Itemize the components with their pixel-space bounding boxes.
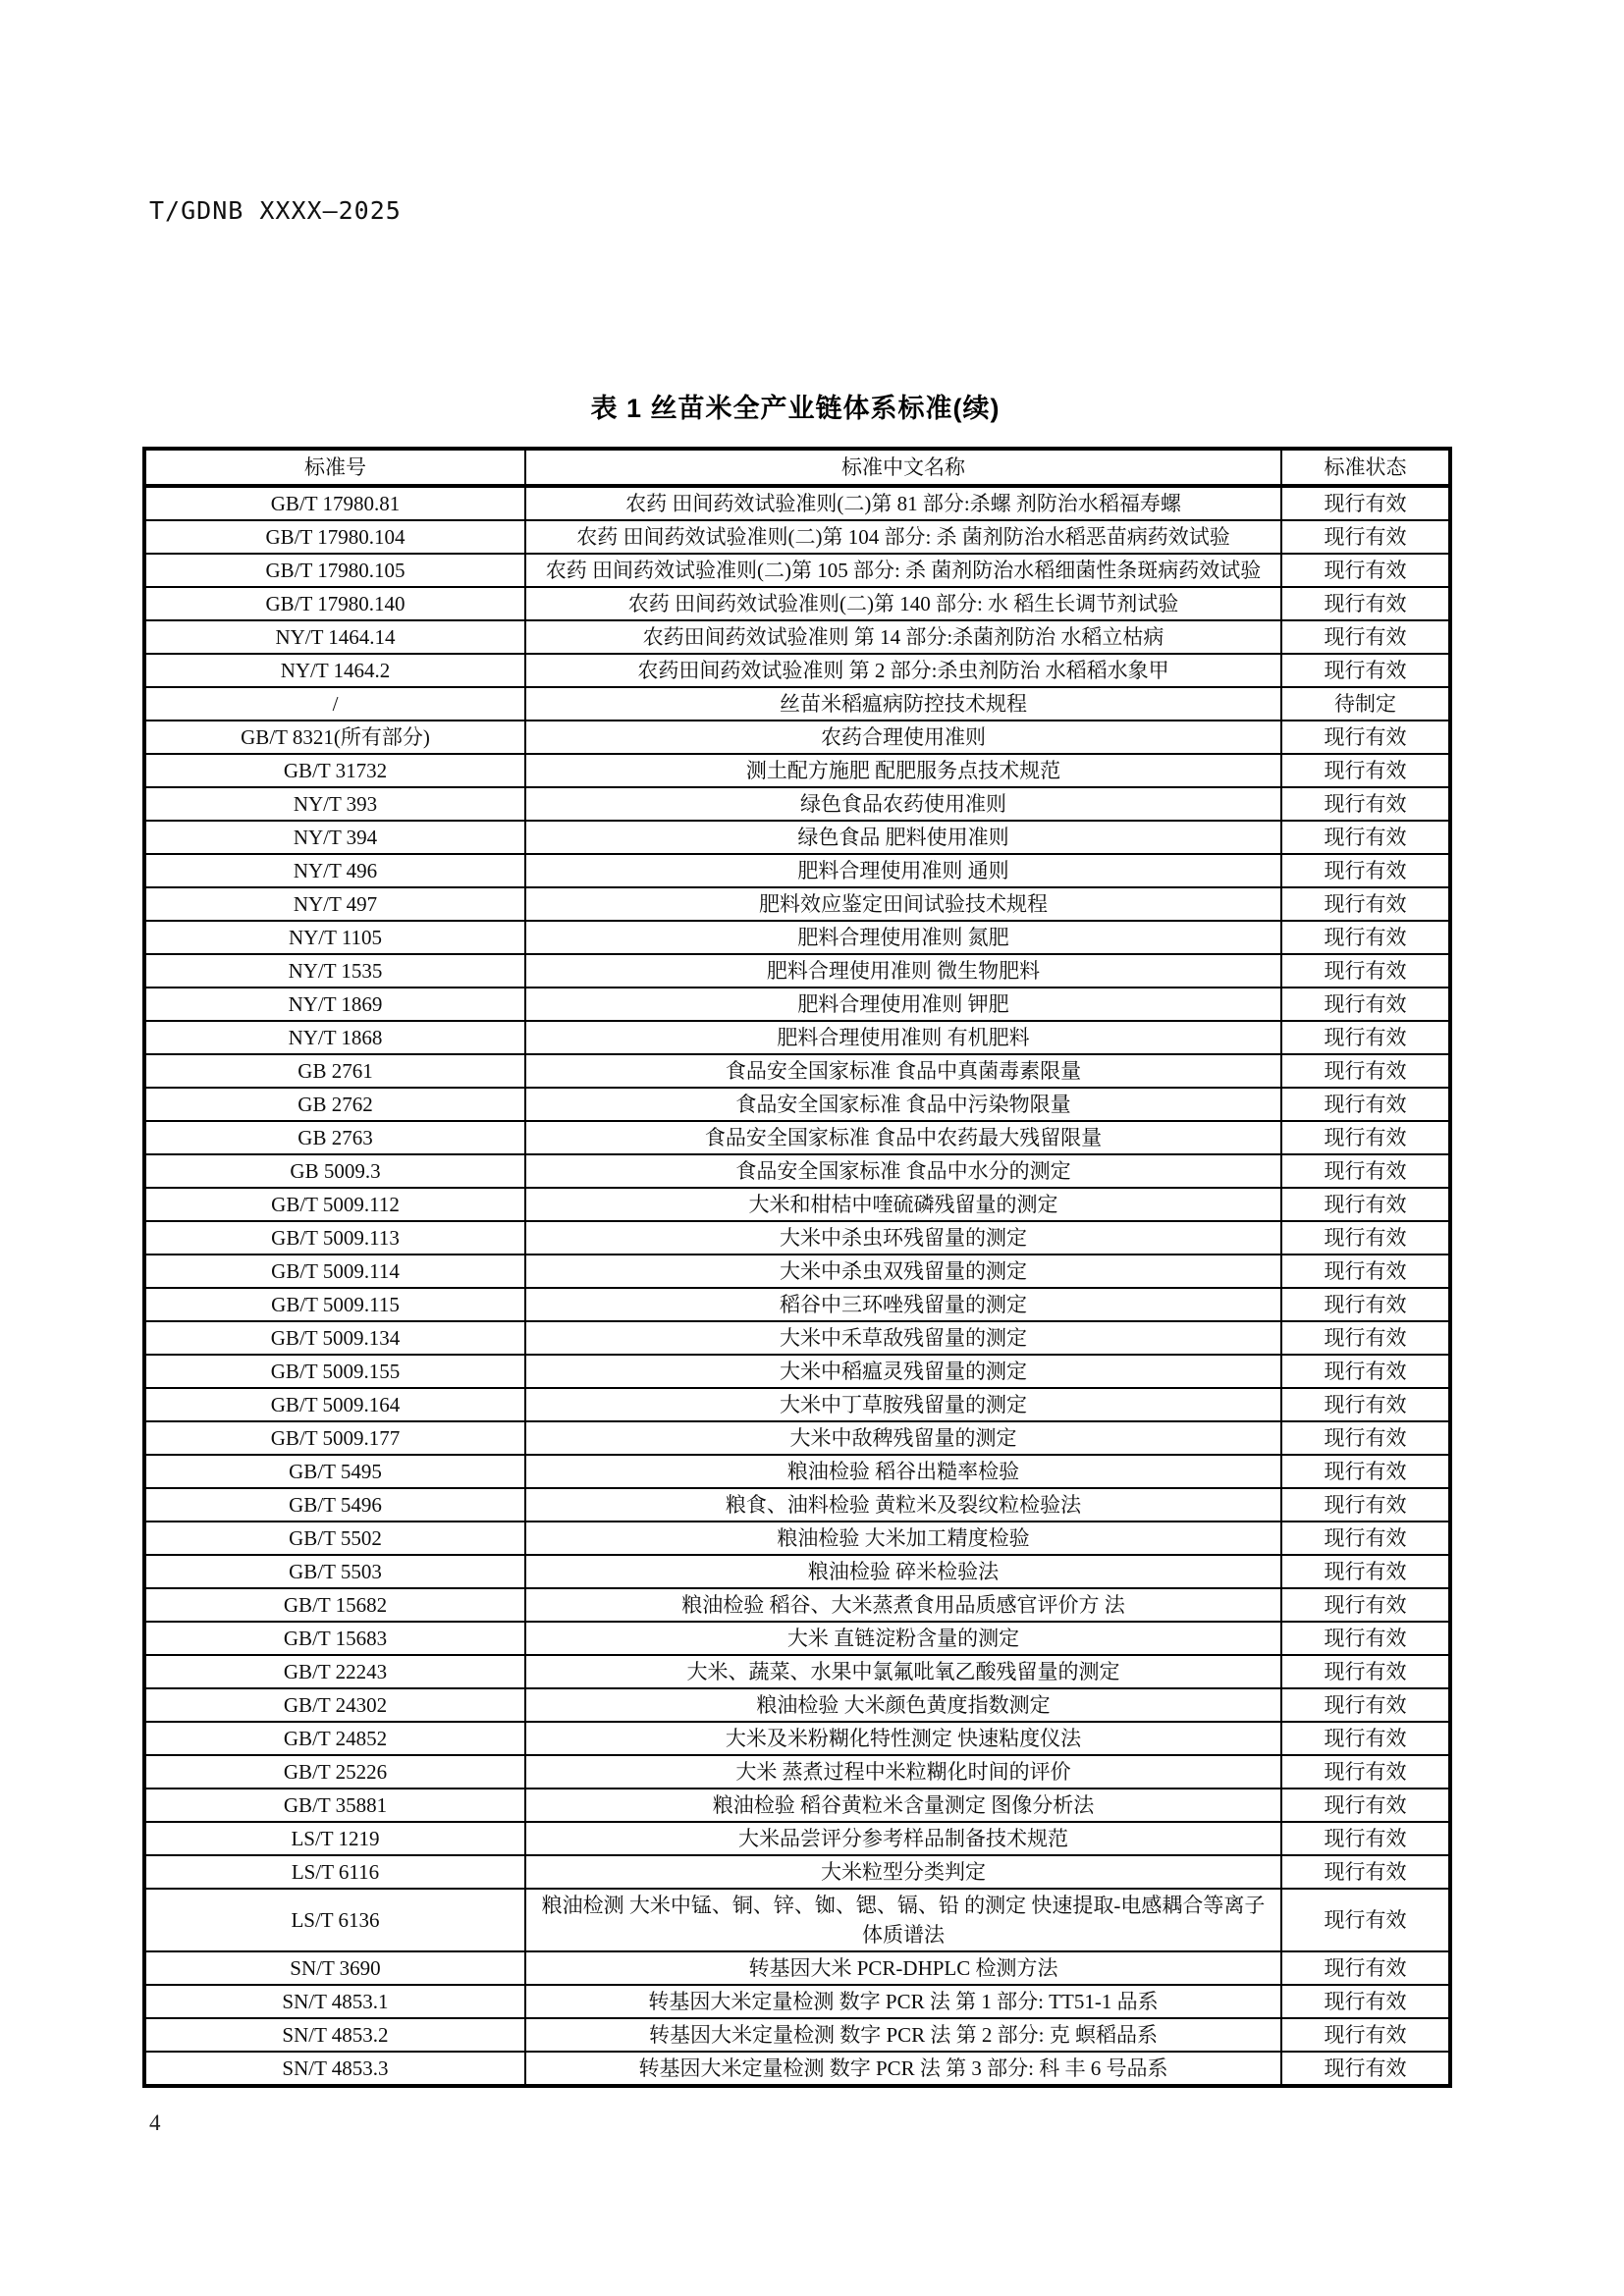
table-row [144,1421,1450,1455]
cell-standard-status: 现行有效 [1281,854,1450,887]
cell-standard-name: 农药田间药效试验准则 第 2 部分:杀虫剂防治 水稻稻水象甲 [525,654,1281,687]
table-row [144,1255,1450,1288]
cell-standard-code: GB 2761 [144,1054,525,1088]
cell-standard-code: NY/T 496 [144,854,525,887]
table-row [144,1455,1450,1488]
table-row [144,1088,1450,1121]
cell-standard-code: NY/T 394 [144,821,525,854]
cell-standard-name: 粮油检验 碎米检验法 [525,1555,1281,1588]
cell-standard-status: 现行有效 [1281,1121,1450,1154]
cell-standard-status: 现行有效 [1281,1655,1450,1688]
cell-standard-status: 现行有效 [1281,1622,1450,1655]
cell-standard-code: SN/T 4853.2 [144,2018,525,2052]
table-title: 表 1 丝苗米全产业链体系标准(续) [590,394,1001,423]
cell-standard-name: 粮油检验 稻谷出糙率检验 [525,1455,1281,1488]
cell-standard-name: 转基因大米定量检测 数字 PCR 法 第 3 部分: 科 丰 6 号品系 [525,2052,1281,2086]
cell-standard-code: SN/T 3690 [144,1951,525,1985]
cell-standard-code: LS/T 6116 [144,1855,525,1889]
cell-standard-code: GB 2762 [144,1088,525,1121]
cell-standard-status: 现行有效 [1281,787,1450,821]
cell-standard-status: 现行有效 [1281,1985,1450,2018]
cell-standard-code: SN/T 4853.1 [144,1985,525,2018]
cell-standard-name: 大米品尝评分参考样品制备技术规范 [525,1822,1281,1855]
table-row [144,1321,1450,1355]
cell-standard-code: NY/T 393 [144,787,525,821]
cell-standard-status: 现行有效 [1281,921,1450,954]
cell-standard-code: GB/T 17980.140 [144,587,525,620]
cell-standard-code: GB 2763 [144,1121,525,1154]
cell-standard-name: 粮油检验 稻谷黄粒米含量测定 图像分析法 [525,1789,1281,1822]
cell-standard-code: NY/T 1868 [144,1021,525,1054]
cell-standard-code: NY/T 497 [144,887,525,921]
cell-standard-name: 大米粒型分类判定 [525,1855,1281,1889]
cell-standard-code: GB/T 5502 [144,1522,525,1555]
cell-standard-name: 肥料合理使用准则 氮肥 [525,921,1281,954]
standards-table-body [144,486,1450,2086]
cell-standard-status: 现行有效 [1281,486,1450,520]
cell-standard-code: GB/T 17980.104 [144,520,525,554]
table-row [144,1889,1450,1951]
table-row [144,1951,1450,1985]
cell-standard-status: 现行有效 [1281,1951,1450,1985]
cell-standard-code: GB/T 25226 [144,1755,525,1789]
cell-standard-status: 现行有效 [1281,1321,1450,1355]
cell-standard-code: GB 5009.3 [144,1154,525,1188]
cell-standard-status: 现行有效 [1281,1388,1450,1421]
table-row [144,954,1450,988]
cell-standard-name: 转基因大米 PCR-DHPLC 检测方法 [525,1951,1281,1985]
cell-standard-code: GB/T 24302 [144,1688,525,1722]
cell-standard-name: 大米中杀虫双残留量的测定 [525,1255,1281,1288]
cell-standard-status: 现行有效 [1281,1755,1450,1789]
cell-standard-status: 现行有效 [1281,2018,1450,2052]
table-row [144,620,1450,654]
table-row [144,554,1450,587]
cell-standard-name: 测土配方施肥 配肥服务点技术规范 [525,754,1281,787]
cell-standard-name: 大米和柑桔中喹硫磷残留量的测定 [525,1188,1281,1221]
cell-standard-code: LS/T 1219 [144,1822,525,1855]
standards-table-header [144,449,1450,486]
cell-standard-status: 现行有效 [1281,1889,1450,1951]
table-row [144,1288,1450,1321]
cell-standard-status: 现行有效 [1281,1355,1450,1388]
cell-standard-code: SN/T 4853.3 [144,2052,525,2086]
cell-standard-status: 现行有效 [1281,1054,1450,1088]
cell-standard-name: 肥料合理使用准则 有机肥料 [525,1021,1281,1054]
cell-standard-status: 现行有效 [1281,1021,1450,1054]
cell-standard-status: 现行有效 [1281,520,1450,554]
cell-standard-code: GB/T 5009.134 [144,1321,525,1355]
cell-standard-name: 大米中禾草敌残留量的测定 [525,1321,1281,1355]
cell-standard-name: 粮油检验 大米颜色黄度指数测定 [525,1688,1281,1722]
table-row [144,1488,1450,1522]
cell-standard-name: 肥料合理使用准则 微生物肥料 [525,954,1281,988]
table-row [144,1221,1450,1255]
table-row [144,1355,1450,1388]
cell-standard-status: 现行有效 [1281,1154,1450,1188]
header-row [144,449,1450,486]
cell-standard-status: 现行有效 [1281,821,1450,854]
cell-standard-status: 现行有效 [1281,1488,1450,1522]
cell-standard-name: 粮油检验 稻谷、大米蒸煮食用品质感官评价方 法 [525,1588,1281,1622]
table-row [144,1622,1450,1655]
cell-standard-status: 现行有效 [1281,1455,1450,1488]
table-row [144,1655,1450,1688]
cell-standard-status: 现行有效 [1281,1688,1450,1722]
cell-standard-name: 食品安全国家标准 食品中污染物限量 [525,1088,1281,1121]
cell-standard-name: 稻谷中三环唑残留量的测定 [525,1288,1281,1321]
cell-standard-name: 大米 蒸煮过程中米粒糊化时间的评价 [525,1755,1281,1789]
cell-standard-status: 现行有效 [1281,587,1450,620]
cell-standard-code: GB/T 15682 [144,1588,525,1622]
column-header-standard-code: 标准号 [144,449,525,486]
cell-standard-name: 食品安全国家标准 食品中水分的测定 [525,1154,1281,1188]
table-row [144,854,1450,887]
cell-standard-status: 现行有效 [1281,1588,1450,1622]
cell-standard-status: 现行有效 [1281,654,1450,687]
table-row [144,988,1450,1021]
cell-standard-status: 现行有效 [1281,721,1450,754]
cell-standard-status: 现行有效 [1281,1522,1450,1555]
cell-standard-code: LS/T 6136 [144,1889,525,1951]
cell-standard-name: 大米及米粉糊化特性测定 快速粘度仪法 [525,1722,1281,1755]
cell-standard-status: 现行有效 [1281,554,1450,587]
table-row [144,1688,1450,1722]
cell-standard-name: 大米、蔬菜、水果中氯氟吡氧乙酸残留量的测定 [525,1655,1281,1688]
table-row [144,721,1450,754]
cell-standard-code: GB/T 17980.81 [144,486,525,520]
column-header-standard-name: 标准中文名称 [525,449,1281,486]
cell-standard-code: GB/T 31732 [144,754,525,787]
cell-standard-code: GB/T 5009.177 [144,1421,525,1455]
cell-standard-status: 现行有效 [1281,1555,1450,1588]
cell-standard-code: NY/T 1105 [144,921,525,954]
table-row [144,1388,1450,1421]
table-row [144,2052,1450,2086]
table-row [144,754,1450,787]
cell-standard-status: 现行有效 [1281,1421,1450,1455]
cell-standard-status: 现行有效 [1281,2052,1450,2086]
cell-standard-name: 农药 田间药效试验准则(二)第 105 部分: 杀 菌剂防治水稻细菌性条斑病药效试验 [525,554,1281,587]
cell-standard-code: GB/T 15683 [144,1622,525,1655]
cell-standard-status: 现行有效 [1281,1288,1450,1321]
cell-standard-name: 绿色食品 肥料使用准则 [525,821,1281,854]
cell-standard-code: GB/T 5009.114 [144,1255,525,1288]
cell-standard-name: 大米中杀虫环残留量的测定 [525,1221,1281,1255]
cell-standard-name: 绿色食品农药使用准则 [525,787,1281,821]
table-row [144,1722,1450,1755]
table-row [144,1154,1450,1188]
cell-standard-code: NY/T 1869 [144,988,525,1021]
cell-standard-name: 大米中稻瘟灵残留量的测定 [525,1355,1281,1388]
cell-standard-status: 待制定 [1281,687,1450,721]
cell-standard-name: 农药 田间药效试验准则(二)第 81 部分:杀螺 剂防治水稻福寿螺 [525,486,1281,520]
cell-standard-code: GB/T 5009.115 [144,1288,525,1321]
table-row [144,1985,1450,2018]
cell-standard-name: 粮油检测 大米中锰、铜、锌、铷、锶、镉、铅 的测定 快速提取-电感耦合等离子体质谱法 [525,1889,1281,1951]
cell-standard-name: 肥料效应鉴定田间试验技术规程 [525,887,1281,921]
cell-standard-code: GB/T 22243 [144,1655,525,1688]
table-row [144,1822,1450,1855]
cell-standard-status: 现行有效 [1281,1855,1450,1889]
cell-standard-code: GB/T 35881 [144,1789,525,1822]
column-header-standard-status: 标准状态 [1281,449,1450,486]
cell-standard-status: 现行有效 [1281,887,1450,921]
cell-standard-code: GB/T 5495 [144,1455,525,1488]
cell-standard-status: 现行有效 [1281,1722,1450,1755]
cell-standard-name: 转基因大米定量检测 数字 PCR 法 第 1 部分: TT51-1 品系 [525,1985,1281,2018]
table-row [144,1755,1450,1789]
cell-standard-name: 大米 直链淀粉含量的测定 [525,1622,1281,1655]
cell-standard-code: NY/T 1464.2 [144,654,525,687]
cell-standard-status: 现行有效 [1281,988,1450,1021]
table-row [144,921,1450,954]
table-row [144,1054,1450,1088]
table-row [144,1588,1450,1622]
table-row [144,1555,1450,1588]
cell-standard-name: 农药合理使用准则 [525,721,1281,754]
table-row [144,887,1450,921]
table-row [144,486,1450,520]
cell-standard-code: GB/T 5496 [144,1488,525,1522]
cell-standard-name: 食品安全国家标准 食品中农药最大残留限量 [525,1121,1281,1154]
table-row [144,520,1450,554]
cell-standard-name: 粮食、油料检验 黄粒米及裂纹粒检验法 [525,1488,1281,1522]
cell-standard-code: GB/T 5009.164 [144,1388,525,1421]
cell-standard-name: 大米中敌稗残留量的测定 [525,1421,1281,1455]
cell-standard-name: 丝苗米稻瘟病防控技术规程 [525,687,1281,721]
cell-standard-code: NY/T 1535 [144,954,525,988]
cell-standard-code: / [144,687,525,721]
cell-standard-status: 现行有效 [1281,954,1450,988]
table-row [144,687,1450,721]
cell-standard-code: GB/T 17980.105 [144,554,525,587]
cell-standard-name: 肥料合理使用准则 通则 [525,854,1281,887]
cell-standard-code: GB/T 5009.112 [144,1188,525,1221]
table-row [144,1855,1450,1889]
table-row [144,1021,1450,1054]
table-row [144,1522,1450,1555]
cell-standard-status: 现行有效 [1281,1789,1450,1822]
cell-standard-status: 现行有效 [1281,754,1450,787]
cell-standard-status: 现行有效 [1281,1255,1450,1288]
cell-standard-name: 农药 田间药效试验准则(二)第 140 部分: 水 稻生长调节剂试验 [525,587,1281,620]
table-row [144,1188,1450,1221]
cell-standard-code: GB/T 24852 [144,1722,525,1755]
cell-standard-name: 农药田间药效试验准则 第 14 部分:杀菌剂防治 水稻立枯病 [525,620,1281,654]
cell-standard-code: NY/T 1464.14 [144,620,525,654]
cell-standard-status: 现行有效 [1281,1088,1450,1121]
table-row [144,654,1450,687]
standards-table [142,447,1452,2088]
table-row [144,787,1450,821]
table-row [144,2018,1450,2052]
table-row [144,821,1450,854]
table-row [144,1789,1450,1822]
cell-standard-code: GB/T 8321(所有部分) [144,721,525,754]
cell-standard-name: 食品安全国家标准 食品中真菌毒素限量 [525,1054,1281,1088]
cell-standard-status: 现行有效 [1281,1188,1450,1221]
cell-standard-name: 肥料合理使用准则 钾肥 [525,988,1281,1021]
table-row [144,1121,1450,1154]
table-row [144,587,1450,620]
cell-standard-name: 大米中丁草胺残留量的测定 [525,1388,1281,1421]
document-code: T/GDNB XXXX—2025 [149,196,402,225]
cell-standard-name: 农药 田间药效试验准则(二)第 104 部分: 杀 菌剂防治水稻恶苗病药效试验 [525,520,1281,554]
cell-standard-code: GB/T 5503 [144,1555,525,1588]
cell-standard-name: 转基因大米定量检测 数字 PCR 法 第 2 部分: 克 螟稻品系 [525,2018,1281,2052]
cell-standard-code: GB/T 5009.155 [144,1355,525,1388]
cell-standard-name: 粮油检验 大米加工精度检验 [525,1522,1281,1555]
cell-standard-status: 现行有效 [1281,620,1450,654]
cell-standard-status: 现行有效 [1281,1221,1450,1255]
cell-standard-status: 现行有效 [1281,1822,1450,1855]
page-number: 4 [149,2110,161,2135]
cell-standard-code: GB/T 5009.113 [144,1221,525,1255]
